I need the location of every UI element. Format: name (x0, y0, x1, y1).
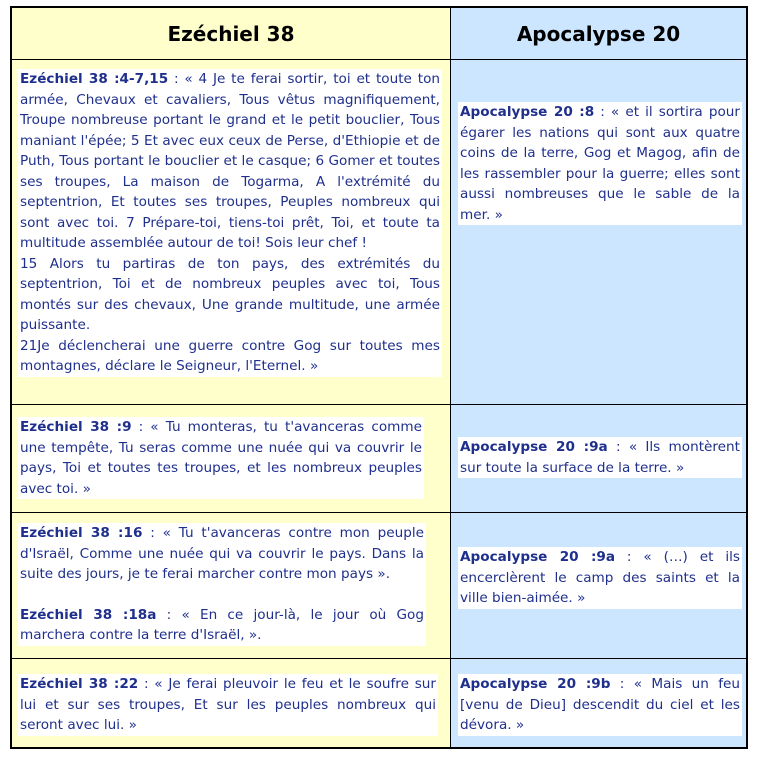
header-right-label: Apocalypse 20 (516, 21, 681, 46)
header-apocalypse (451, 8, 746, 60)
row4-left-text (18, 674, 438, 736)
header-ezechiel (12, 8, 451, 60)
verse-text: : « Je ferai pleuvoir le feu et le soufre sur lui et sur ses troupes, Et sur les peuples nombreux qui seront avec lui. » (20, 676, 436, 733)
verse-ref: Apocalypse 20 :8 (460, 104, 595, 120)
verse-text: : « Tu t'avanceras contre mon peuple d'Israël, Comme une nuée qui va couvrir le pays. Dans la suite des jours, je te ferai marcher contre mon pays ». (20, 525, 424, 582)
row3-left-cell (12, 513, 451, 659)
header-left-label: Ezéchiel 38 (167, 21, 295, 46)
verse-text: : « 4 Je te ferai sortir, toi et toute ton armée, Chevaux et cavaliers, Tous vêtus magnifiquement, Troupe nombreuse portant le grand et le petit bouclier, Tous maniant l'épée; 5 Et avec eux ceux de Perse, d'Ethiopie et de Puth, Tous portant le bouclier et le casque; 6 Gomer et toutes ses troupes, La maison de Togarma, A l'extrémité du septentrion, Et toutes ses troupes, Peuples nombreux qui sont avec toi. 7 Prépare-toi, tiens-toi prêt, Toi, et toute ta multitude assemblée autour de toi! Sois leur chef ! (20, 71, 440, 251)
verse-text: : « et il sortira pour égarer les nations qui sont aux quatre coins de la terre, Gog et Magog, afin de les rassembler pour la guerre; elles sont aussi nombreuses que le sable de la mer. » (460, 104, 740, 223)
verse-ref: Ezéchiel 38 :22 (20, 676, 139, 692)
verse-ref: Apocalypse 20 :9b (460, 676, 611, 692)
row2-right-cell (451, 405, 746, 513)
verse-text: : « Mais un feu [venu de Dieu] descendit du ciel et les dévora. » (460, 676, 740, 733)
row4-right-cell (451, 659, 746, 747)
row3-right-text (458, 547, 742, 609)
verse-ref: Ezéchiel 38 :9 (20, 419, 132, 435)
verse-text: : « Ils montèrent sur toute la surface de la terre. » (460, 439, 740, 476)
verse-text: : « En ce jour-là, le jour où Gog marchera contre la terre d'Israël, ». (20, 606, 424, 643)
row1-right-text (458, 102, 742, 225)
row2-right-text (458, 437, 742, 478)
row1-left-text (18, 69, 442, 377)
row1-left-cell (12, 60, 451, 405)
row4-left-cell (12, 659, 451, 747)
row3-left-text (18, 523, 426, 646)
verse-ref: Ezéchiel 38 :16 (20, 525, 143, 541)
row4-right-text (458, 674, 742, 736)
row1-right-cell (451, 60, 746, 405)
comparison-table (10, 6, 748, 749)
row2-left-cell (12, 405, 451, 513)
row3-right-cell (451, 513, 746, 659)
verse-text: : « (…) et ils encerclèrent le camp des saints et la ville bien-aimée. » (460, 549, 740, 606)
verse-ref: Ezéchiel 38 :18a (20, 606, 157, 623)
verse-text: 15 Alors tu partiras de ton pays, des extrémités du septentrion, Toi et de nombreux peuples avec toi, Tous montés sur des chevaux, Une grande multitude, une armée puissante. (20, 255, 440, 333)
verse-text: 21Je déclencherai une guerre contre Gog sur toutes mes montagnes, déclare le Seigneur, l'Eternel. » (20, 337, 440, 374)
verse-text: : « Tu monteras, tu t'avanceras comme une tempête, Tu seras comme une nuée qui va couvrir le pays, Toi et toutes tes troupes, et les nombreux peuples avec toi. » (20, 419, 422, 497)
verse-ref: Apocalypse 20 :9a (460, 549, 616, 565)
verse-ref: Ezéchiel 38 :4-7,15 (20, 71, 169, 87)
verse-ref: Apocalypse 20 :9a (460, 439, 608, 455)
row2-left-text (18, 417, 424, 499)
